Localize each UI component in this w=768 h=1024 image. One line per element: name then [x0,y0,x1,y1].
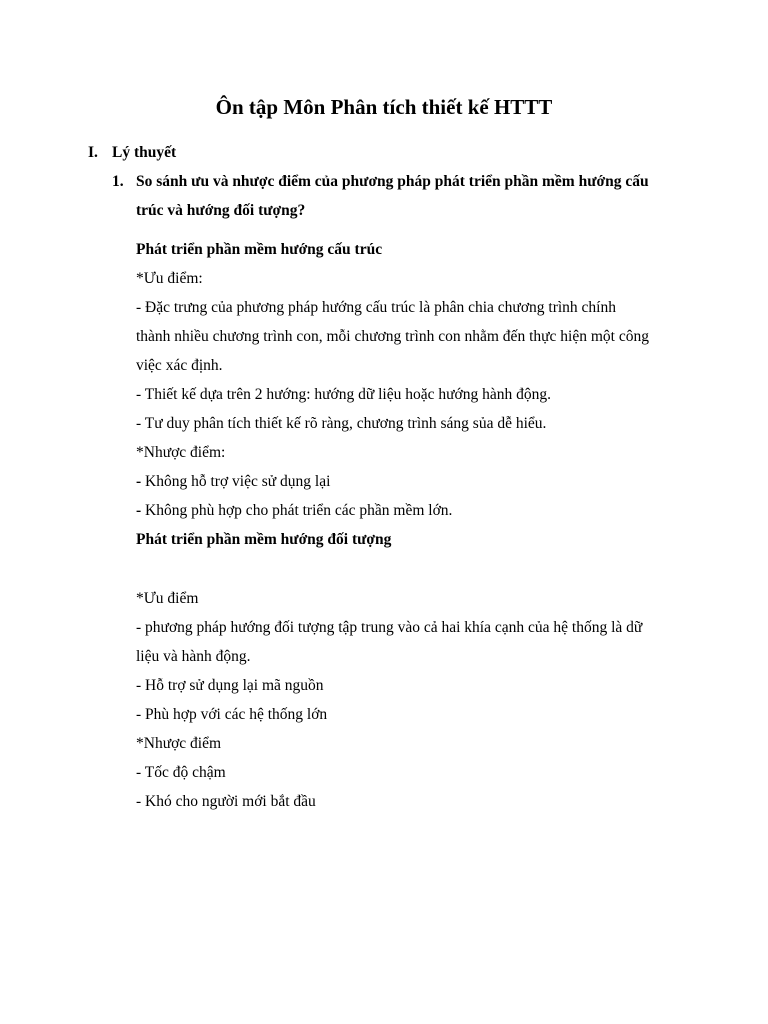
structured-con1 [136,472,330,492]
structured-pro1-line1: - Đặc trưng của phương pháp hướng cấu trúc là phân chia chương trình chính [136,299,616,316]
structured-pro1-line2: thành nhiều chương trình con, mỗi chương trình con nhằm đến thực hiện một công [136,328,649,345]
structured-con2 [136,501,452,521]
structured-con2-dash: - [136,502,142,519]
oo-pro1-line1: - phương pháp hướng đối tượng tập trung vào cả hai khía cạnh của hệ thống là dữ [136,619,643,636]
structured-cons-label: *Nhược điểm: [136,444,226,461]
section-title: Lý thuyết [112,144,177,161]
structured-heading: Phát triển phần mềm hướng cấu trúc [136,241,383,258]
structured-pro3: - Tư duy phân tích thiết kế rõ ràng, chương trình sáng sủa dễ hiểu. [136,415,547,432]
oo-cons-label: *Nhược điểm [136,735,222,752]
structured-con1-text: Không hỗ trợ việc sử dụng lại [141,473,331,490]
structured-con2-text: Không phù hợp cho phát triển các phần mềm lớn. [141,502,453,519]
structured-pro2: - Thiết kế dựa trên 2 hướng: hướng dữ liệu hoặc hướng hành động. [136,386,551,403]
oo-pro1-line2: liệu và hành động. [136,648,251,665]
question-text: So sánh ưu và nhược điểm của phương pháp phát triển phần mềm hướng cấu [136,173,649,190]
structured-con1-dash: - [136,473,142,490]
question-line-1 [112,172,649,192]
oo-pro3: - Phù hợp với các hệ thống lớn [136,706,328,723]
question-number: 1. [112,173,124,190]
oo-con1: - Tốc độ chậm [136,764,226,781]
page-title: Ôn tập Môn Phân tích thiết kế HTTT [215,95,553,119]
structured-pros-label: *Ưu điểm: [136,270,203,287]
section-number: I. [88,144,98,161]
oo-pro2: - Hỗ trợ sử dụng lại mã nguồn [136,677,324,694]
oo-pros-label: *Ưu điểm [136,590,199,607]
oo-heading: Phát triển phần mềm hướng đối tượng [136,531,392,548]
section-heading [88,143,176,163]
question-line-2: trúc và hướng đối tượng? [136,202,306,219]
oo-con2: - Khó cho người mới bắt đầu [136,793,316,810]
structured-pro1-line3: việc xác định. [136,357,223,374]
